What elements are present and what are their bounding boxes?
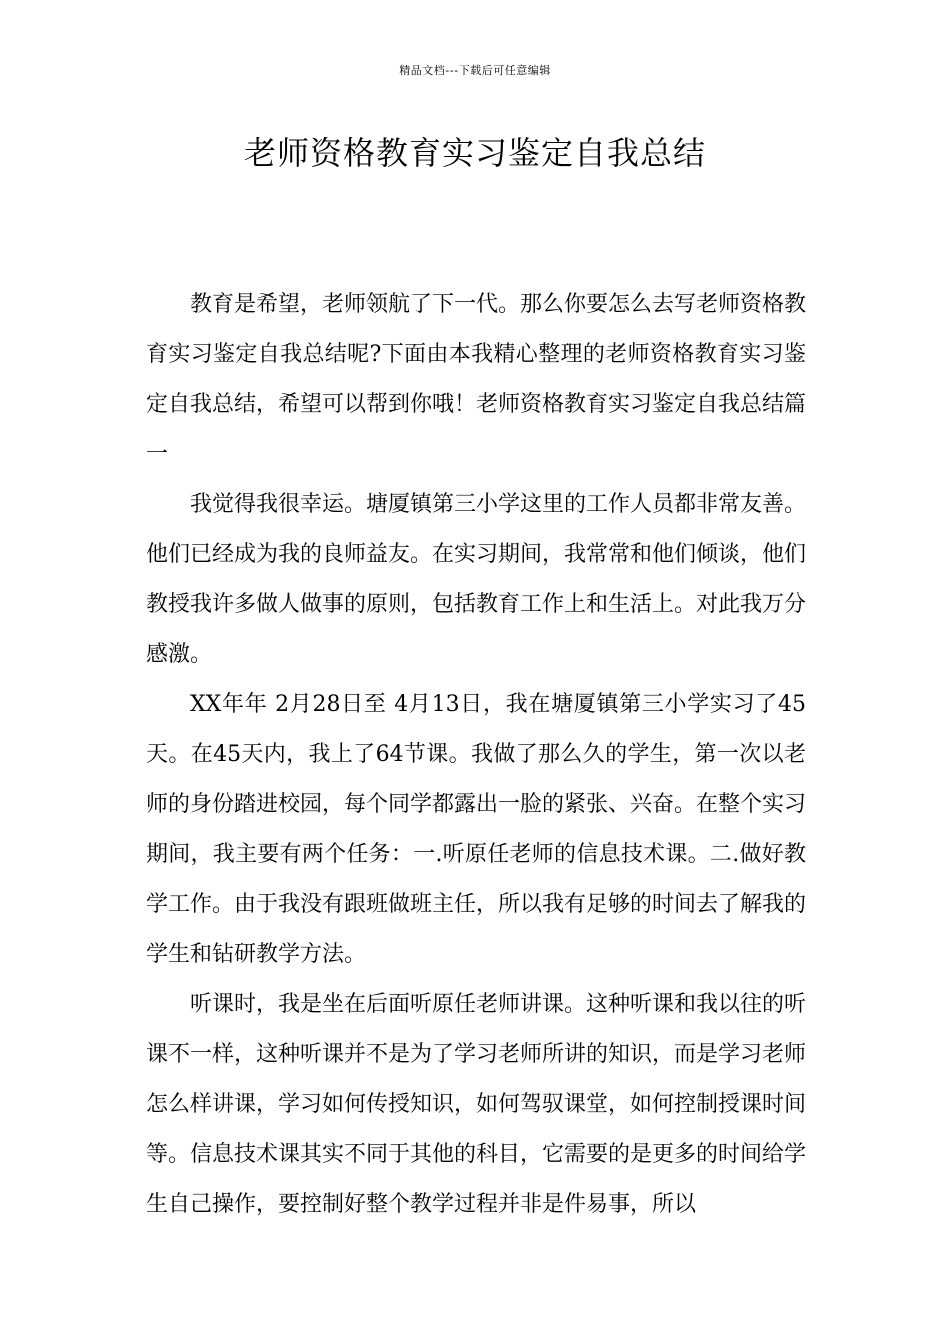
paragraph-internship-period: XX年年 2月28日至 4月13日，我在塘厦镇第三小学实习了45天。在45天内，我上了64节课。我做了那么久的学生，第一次以老师的身份踏进校园，每个同学都露出一脸的紧张、兴奋。在整个实习期间，我主要有两个任务：一.听原任老师的信息技术课。二.做好教学工作。由于我没有跟班做班主任，所以我有足够的时间去了解我的学生和钻研教学方法。 (146, 692, 807, 967)
paragraph-intro: 教育是希望，老师领航了下一代。那么你要怎么去写老师资格教育实习鉴定自我总结呢?下面由本我精心整理的老师资格教育实习鉴定自我总结，希望可以帮到你哦！老师资格教育实习鉴定自我总结篇一 (146, 292, 807, 467)
header-note: 精品文档---下载后可任意编辑 (399, 64, 551, 77)
paragraph-lesson-observation: 听课时，我是坐在后面听原任老师讲课。这种听课和我以往的听课不一样，这种听课并不是为了学习老师所讲的知识，而是学习老师怎么样讲课，学习如何传授知识，如何驾驭课堂，如何控制授课时间等。信息技术课其实不同于其他的科目，它需要的是更多的时间给学生自己操作，要控制好整个教学过程并非是件易事，所以 (146, 992, 807, 1217)
document-body (146, 280, 806, 1230)
document-title: 老师资格教育实习鉴定自我总结 (243, 134, 706, 172)
paragraph-gratitude: 我觉得我很幸运。塘厦镇第三小学这里的工作人员都非常友善。他们已经成为我的良师益友。在实习期间，我常常和他们倾谈，他们教授我许多做人做事的原则，包括教育工作上和生活上。对此我万分感激。 (146, 492, 807, 667)
